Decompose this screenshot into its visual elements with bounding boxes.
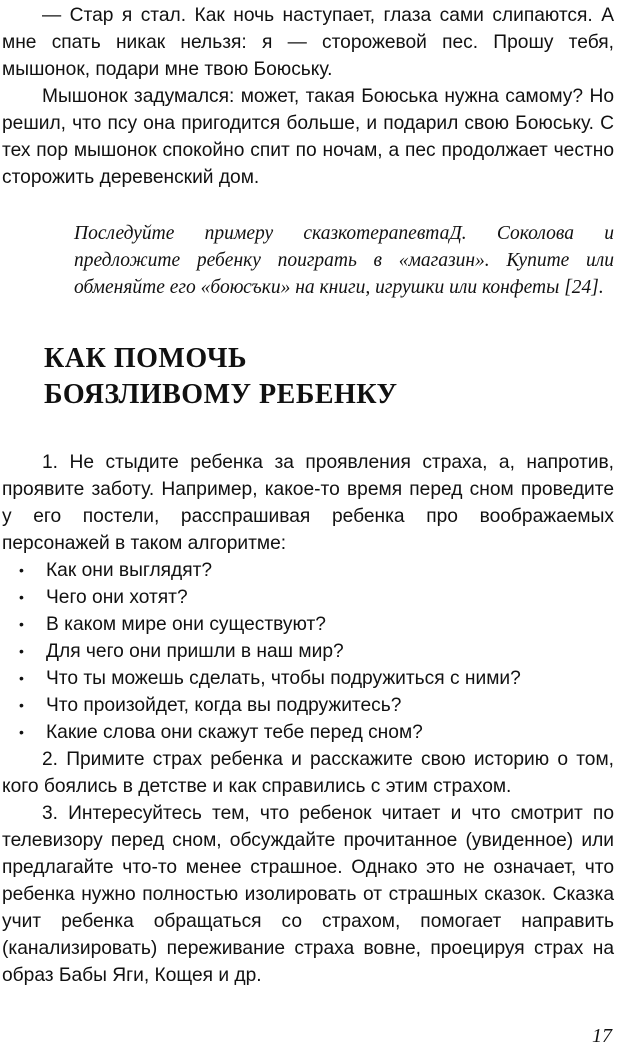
list-item: • Чего они хотят? — [2, 584, 614, 611]
heading-line-2: БОЯЗЛИВОМУ РЕБЕНКУ — [44, 379, 398, 410]
bullet-icon: • — [19, 616, 24, 632]
paragraph-item-3: 3. Интересуйтесь тем, что ребенок читает и что смотрит по телевизору перед сном, обсуждайте прочитанное (увиденное) или предлагайте что-то менее страшное. Однако это не означает, что ребенка нужно полностью изолировать от страшных сказок. Сказка учит ребенка обращаться со страхом, помогает направить (канализировать) переживание страха вовне, проецируя страх на образ Бабы Яги, Кощея и др. — [2, 803, 614, 986]
paragraph-item-1: 1. Не стыдите ребенка за проявления страха, а, напротив, проявите заботу. Например, какое-то время перед сном проведите у его постели, расспрашивая ребенка про воображаемых персонажей в таком алгоритме: — [2, 452, 614, 554]
list-item: • Какие слова они скажут тебе перед сном? — [2, 719, 614, 746]
paragraph-item-2: 2. Примите страх ребенка и расскажите свою историю о том, кого боялись в детстве и как справились с этим страхом. — [2, 749, 614, 797]
bullet-icon: • — [19, 670, 24, 686]
list-item: • Как они выглядят? — [2, 557, 614, 584]
bullet-icon: • — [19, 643, 24, 659]
bullet-icon: • — [19, 697, 24, 713]
story-ending — [2, 2, 614, 191]
heading-line-1: КАК ПОМОЧЬ — [44, 343, 247, 374]
list-item: • Что произойдет, когда вы подружитесь? — [2, 692, 614, 719]
section-heading — [44, 341, 398, 413]
question-list — [2, 557, 614, 746]
page-number: 17 — [592, 1025, 612, 1047]
bullet-icon: • — [19, 589, 24, 605]
paragraph-story: Мышонок задумался: может, такая Боюська нужна самому? Но решил, что псу она пригодится больше, и подарил свою Боюську. С тех пор мышонок спокойно спит по ночам, а пес продолжает честно сторожить деревенский дом. — [2, 86, 614, 188]
section-body — [2, 449, 614, 989]
bullet-icon: • — [19, 562, 24, 578]
bullet-icon: • — [19, 724, 24, 740]
paragraph-dialogue: — Стар я стал. Как ночь наступает, глаза сами слипаются. А мне спать никак нельзя: я — сторожевой пес. Прошу тебя, мышонок, подари мне твою Боюську. — [2, 5, 614, 80]
list-item: • Для чего они пришли в наш мир? — [2, 638, 614, 665]
advice-note: Последуйте примеру сказкотерапевтаД. Соколова и предложите ребенку поиграть в «магазин». Купите или обменяйте его «боюсъки» на книги, игрушки или конфеты [24]. — [74, 223, 614, 298]
list-item: • Что ты можешь сделать, чтобы подружиться с ними? — [2, 665, 614, 692]
list-item: • В каком мире они существуют? — [2, 611, 614, 638]
